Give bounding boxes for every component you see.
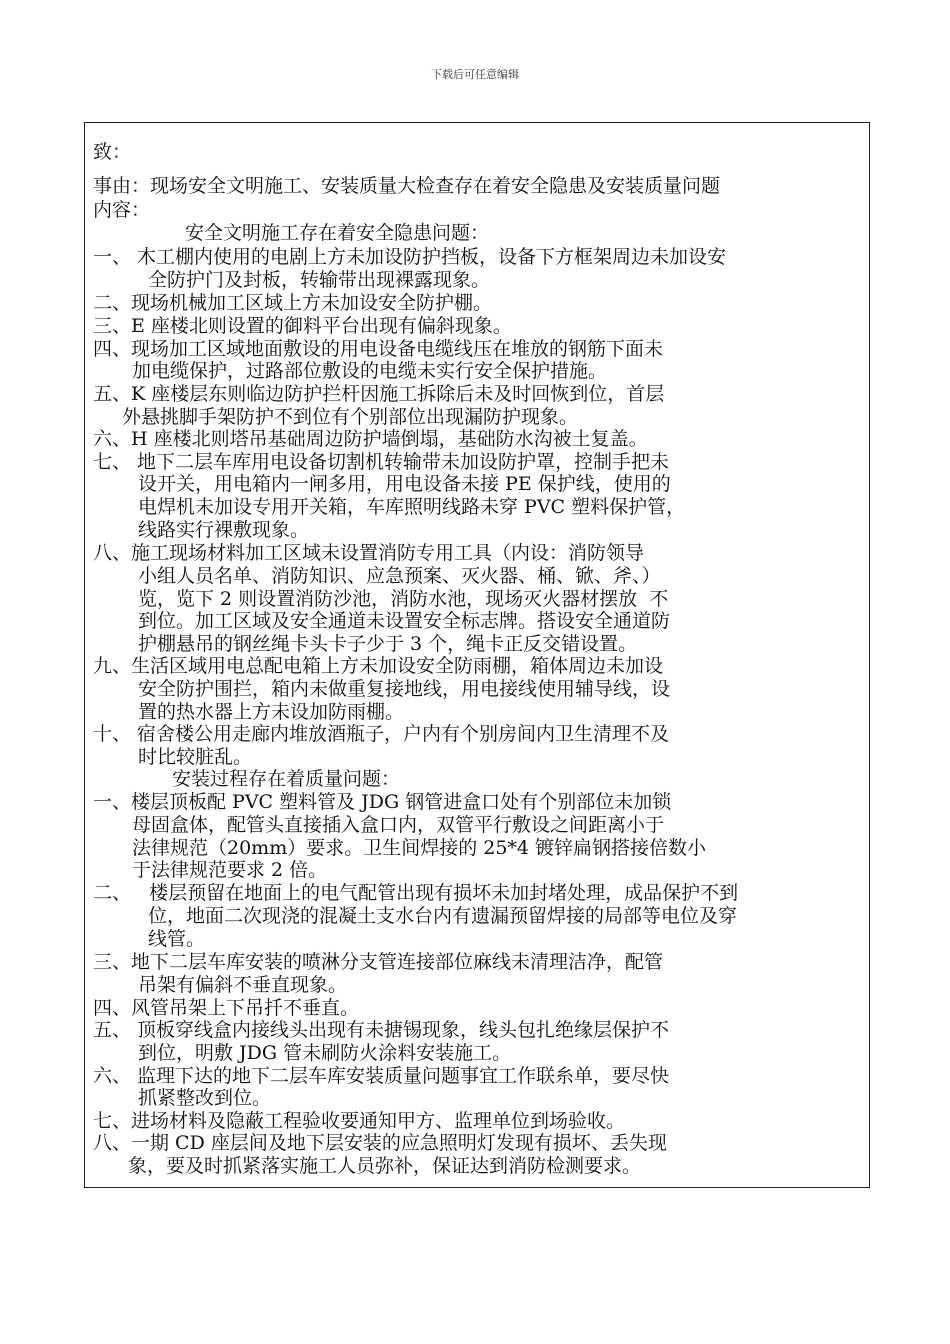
text-line: 法律规范（20mm）要求。卫生间焊接的 25*4 镀锌扁钢搭接倍数小 bbox=[132, 837, 707, 859]
text-line: 安装过程存在着质量问题： bbox=[172, 768, 401, 790]
text-line: 于法律规范要求 2 倍。 bbox=[132, 859, 328, 881]
text-line: 线管。 bbox=[148, 928, 206, 950]
text-line: 线路实行裸敷现象。 bbox=[138, 519, 310, 541]
text-line: 安全防护围拦，箱内未做重复接地线，用电接线使用辅导线，设 bbox=[138, 678, 671, 700]
text-line: 六、H 座楼北则塔吊基础周边防护墙倒塌，基础防水沟被土复盖。 bbox=[93, 428, 648, 450]
text-line: 时比较脏乱。 bbox=[138, 746, 253, 768]
text-line: 一、 木工棚内使用的电剧上方未加设防护挡板，设备下方框架周边未加设安 bbox=[93, 246, 727, 268]
text-line: 五、 顶板穿线盒内接线头出现有未搪锡现象，线头包扎绝缘层保护不 bbox=[93, 1019, 670, 1041]
text-line: 二、 楼层预留在地面上的电气配管出现有损坏未加封堵处理，成品保护不到 bbox=[93, 882, 739, 904]
text-line: 五、K 座楼层东则临边防护拦杆因施工拆除后未及时回恢到位，首层 bbox=[93, 383, 665, 405]
text-line: 到位。加工区域及安全通道未设置安全标志牌。搭设安全通道防 bbox=[138, 610, 671, 632]
text-line: 全防护门及封板，转输带出现裸露现象。 bbox=[148, 269, 491, 291]
text-line: 八、一期 CD 座层间及地下层安装的应急照明灯发现有损坏、丢失现 bbox=[93, 1132, 667, 1154]
text-line: 加电缆保护，过路部位敷设的电缆未实行安全保护措施。 bbox=[132, 360, 608, 382]
text-line: 三、地下二层车库安装的喷淋分支管连接部位麻线未清理洁净，配管 bbox=[93, 951, 664, 973]
text-line: 位，地面二次现浇的混凝土支水台内有遗漏预留焊接的局部等电位及穿 bbox=[148, 905, 738, 927]
text-line: 安全文明施工存在着安全隐患问题： bbox=[185, 222, 490, 244]
text-line: 一、楼层顶板配 PVC 塑料管及 JDG 钢管进盒口处有个别部位未加锁 bbox=[93, 791, 672, 813]
text-line: 七、进场材料及隐蔽工程验收要通知甲方、监理单位到场验收。 bbox=[93, 1110, 626, 1132]
text-line: 母固盒体，配管头直接插入盒口内，双管平行敷设之间距离小于 bbox=[132, 814, 665, 836]
text-line: 览，览下 2 则设置消防沙池，消防水池，现场灭火器材摆放 不 bbox=[138, 588, 669, 610]
text-line: 六、 监理下达的地下二层车库安装质量问题事宜工作联糸单，要尽快 bbox=[93, 1065, 670, 1087]
text-line: 小组人员名单、消防知识、应急预案、灭火器、桶、锨、斧、） bbox=[138, 565, 661, 587]
text-line: 七、 地下二层车库用电设备切割机转输带未加设防护罩，控制手把未 bbox=[93, 451, 670, 473]
text-line: 护棚悬吊的钢丝绳卡头卡子少于 3 个，绳卡正反交错设置。 bbox=[138, 633, 638, 655]
text-line: 致： bbox=[93, 141, 132, 163]
text-line: 二、现场机械加工区域上方未加设安全防护棚。 bbox=[93, 292, 493, 314]
text-line: 三、E 座楼北则设置的御料平台出现有偏斜现象。 bbox=[93, 315, 512, 337]
text-line: 内容： bbox=[93, 199, 151, 221]
text-line: 吊架有偏斜不垂直现象。 bbox=[138, 974, 348, 996]
text-line: 事由：现场安全文明施工、安装质量大检查存在着安全隐患及安装质量问题 bbox=[93, 175, 721, 197]
page-header: 下载后可任意编辑 bbox=[431, 68, 519, 81]
text-line: 九、生活区域用电总配电箱上方未加设安全防雨棚，箱体周边未加设 bbox=[93, 655, 664, 677]
text-line: 十、 宿舍楼公用走廊内堆放酒瓶子，户内有个别房间内卫生清理不及 bbox=[93, 723, 670, 745]
text-line: 外悬挑脚手架防护不到位有个别部位出现漏防护现象。 bbox=[122, 406, 579, 428]
text-line: 象，要及时抓紧落实施工人员弥补，保证达到消防检测要求。 bbox=[128, 1155, 642, 1177]
text-line: 到位，明敷 JDG 管未刷防火涂料安装施工。 bbox=[138, 1042, 512, 1064]
text-line: 四、风管吊架上下吊扦不垂直。 bbox=[93, 997, 360, 1019]
text-line: 四、现场加工区域地面敷设的用电设备电缆线压在堆放的钢筋下面未 bbox=[93, 338, 664, 360]
text-line: 抓紧整改到位。 bbox=[138, 1087, 272, 1109]
text-line: 电焊机未加设专用开关箱，车库照明线路未穿 PVC 塑料保护管， bbox=[138, 496, 686, 518]
text-line: 设开关，用电箱内一闸多用，用电设备未接 PE 保护线，使用的 bbox=[138, 473, 671, 495]
text-line: 八、施工现场材料加工区域未设置消防专用工具（内设：消防领导 bbox=[93, 542, 645, 564]
text-line: 置的热水器上方未设加防雨棚。 bbox=[138, 701, 405, 723]
